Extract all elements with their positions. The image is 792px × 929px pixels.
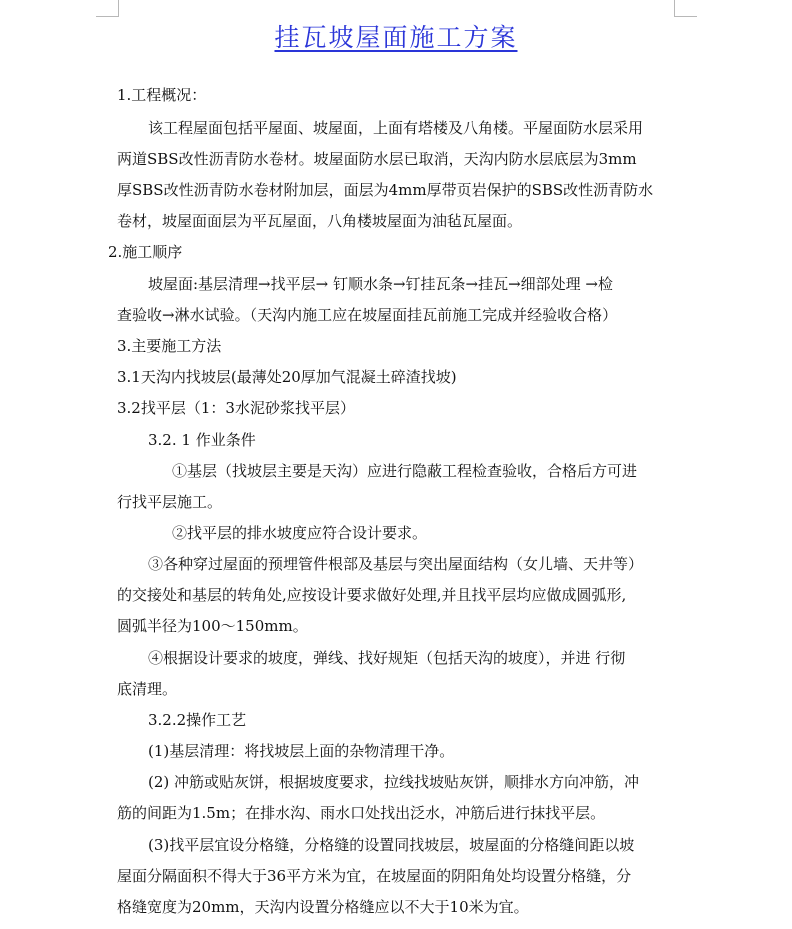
paragraph-line: 筋的间距为1.5m；在排水沟、雨水口处找出泛水，冲筋后进行抹找平层。: [117, 804, 606, 822]
paragraph-line: (1)基层清理：将找坡层上面的杂物清理干净。: [148, 742, 455, 760]
paragraph-line: 厚SBS改性沥青防水卷材附加层，面层为4mm厚带页岩保护的SBS改性沥青防水: [117, 181, 654, 199]
paragraph-line: 查验收→淋水试验。（天沟内施工应在坡屋面挂瓦前施工完成并经验收合格）: [117, 306, 618, 324]
paragraph-line: (3)找平层宜设分格缝，分格缝的设置同找坡层，坡屋面的分格缝间距以坡: [148, 836, 635, 854]
heading-project-overview: 1.工程概况：: [117, 86, 207, 104]
paragraph-line: 坡屋面:基层清理→找平层→ 钉顺水条→钉挂瓦条→挂瓦→细部处理 →检: [148, 275, 614, 293]
paragraph-line: 两道SBS改性沥青防水卷材。坡屋面防水层已取消，天沟内防水层底层为3mm: [117, 150, 637, 168]
document-title: 挂瓦坡屋面施工方案: [274, 23, 518, 52]
paragraph-line: 的交接处和基层的转角处,应按设计要求做好处理,并且找平层均应做成圆弧形,: [117, 586, 627, 604]
paragraph-line: 行找平层施工。: [117, 493, 223, 511]
paragraph-line: 屋面分隔面积不得大于36平方米为宜，在坡屋面的阴阳角处均设置分格缝，分: [117, 867, 632, 885]
paragraph-line: 格缝宽度为20mm，天沟内设置分格缝应以不大于10米为宜。: [117, 898, 529, 916]
paragraph-line: ②找平层的排水坡度应符合设计要求。: [172, 524, 428, 542]
paragraph-line: 该工程屋面包括平屋面、坡屋面，上面有塔楼及八角楼。平屋面防水层采用: [148, 119, 644, 137]
paragraph-line: ③各种穿过屋面的预埋管件根部及基层与突出屋面结构（女儿墙、天井等）: [148, 555, 644, 573]
heading-3-2-2: 3.2.2操作工艺: [148, 711, 247, 729]
paragraph-line: 底清理。: [117, 680, 178, 698]
heading-3-2: 3.2找平层（1：3水泥砂浆找平层）: [117, 399, 355, 417]
paragraph-line: ④根据设计要求的坡度，弹线、找好规矩（包括天沟的坡度），并进 行彻: [148, 649, 626, 667]
paragraph-line: (2) 冲筋或贴灰饼，根据坡度要求，拉线找坡贴灰饼，顺排水方向冲筋，冲: [148, 773, 640, 791]
paragraph-line: 圆弧半径为100～150mm。: [117, 617, 308, 635]
heading-construction-sequence: 2.施工顺序: [108, 243, 183, 261]
heading-3-2-1: 3.2. 1 作业条件: [148, 431, 256, 449]
heading-3-1: 3.1天沟内找坡层(最薄处20厚加气混凝土碎渣找坡): [117, 368, 457, 386]
paragraph-line: ①基层（找坡层主要是天沟）应进行隐蔽工程检查验收，合格后方可进: [172, 462, 638, 480]
paragraph-line: 卷材，坡屋面面层为平瓦屋面，八角楼坡屋面为油毡瓦屋面。: [117, 212, 523, 230]
page-corner-mark-left: [96, 0, 119, 17]
page-corner-mark-right: [674, 0, 697, 17]
heading-main-methods: 3.主要施工方法: [117, 337, 222, 355]
